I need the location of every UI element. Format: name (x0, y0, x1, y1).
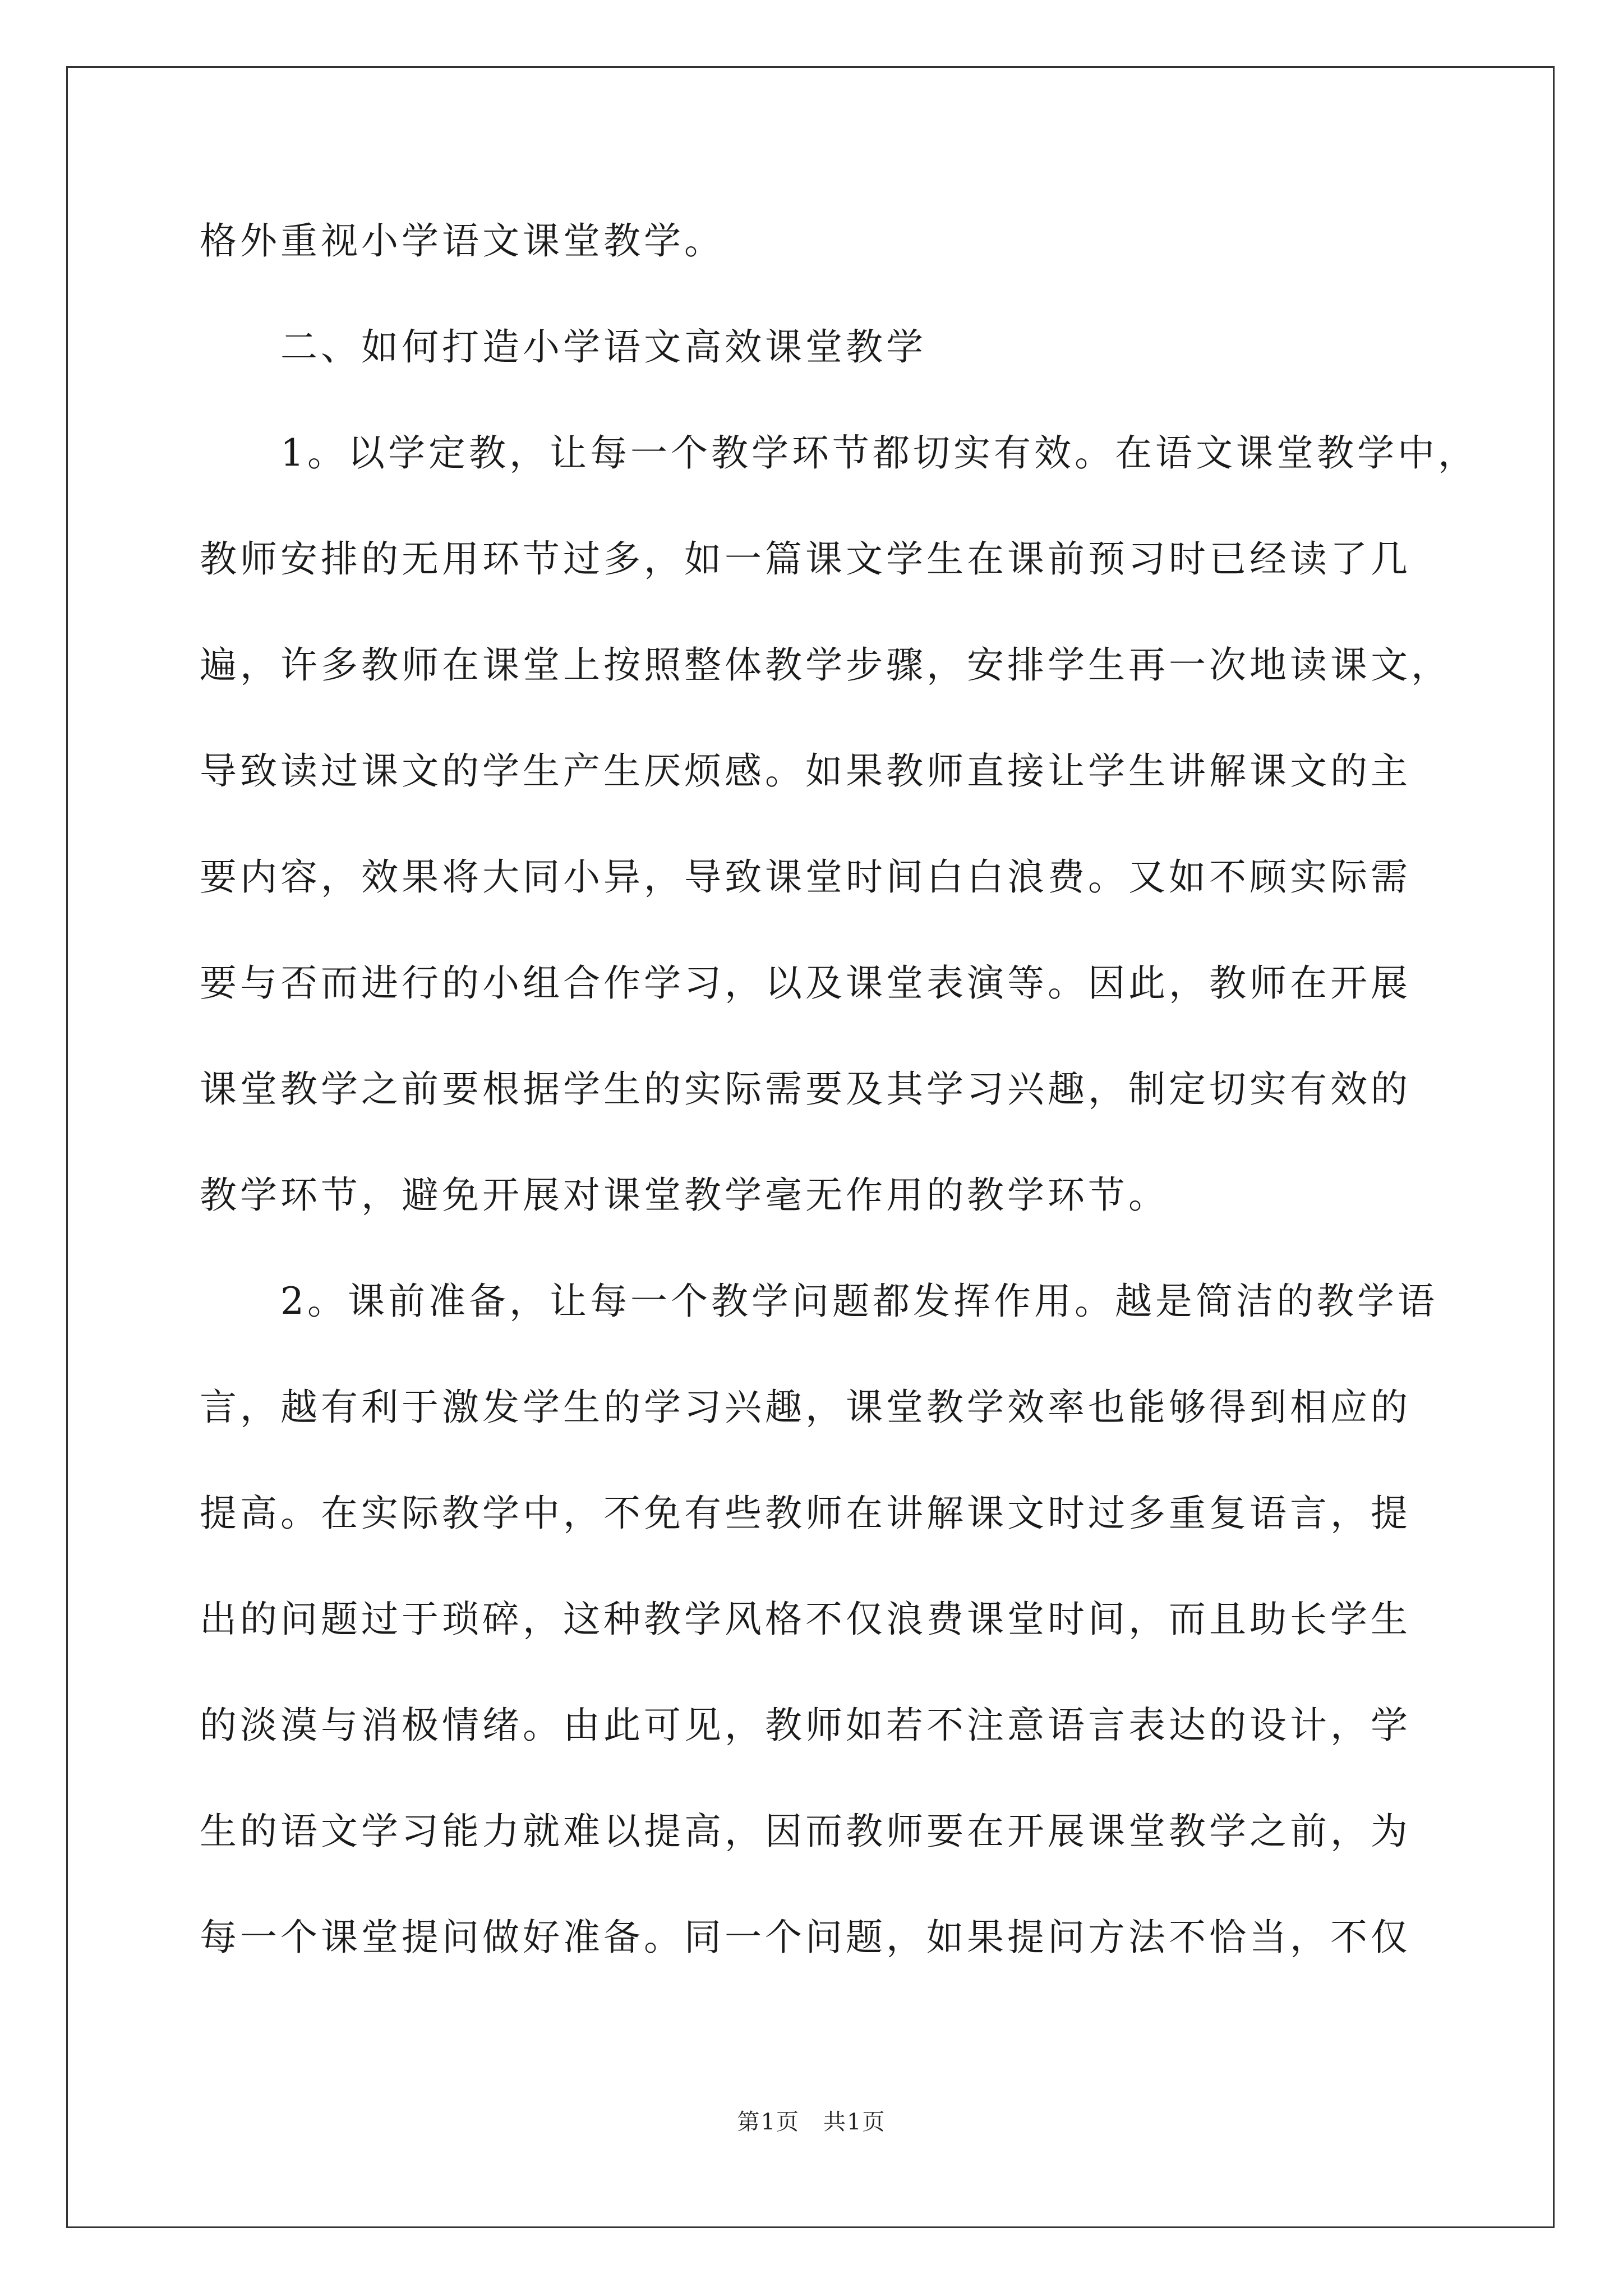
text-line: 每一个课堂提问做好准备。同一个问题，如果提问方法不恰当，不仅 (200, 1916, 1411, 1959)
text-line: 提高。在实际教学中，不免有些教师在讲解课文时过多重复语言，提 (200, 1492, 1411, 1535)
text-line: 格外重视小学语文课堂教学。 (200, 219, 725, 263)
text-line: 教学环节，避免开展对课堂教学毫无作用的教学环节。 (200, 1174, 1169, 1217)
text-line: 2。课前准备，让每一个教学问题都发挥作用。越是简洁的教学语 (200, 1280, 1438, 1323)
text-line: 生的语文学习能力就难以提高，因而教师要在开展课堂教学之前，为 (200, 1810, 1411, 1853)
section-heading: 二、如何打造小学语文高效课堂教学 (200, 325, 926, 369)
page-number-footer: 第1页 共1页 (737, 2109, 886, 2135)
text-line: 1。以学定教，让每一个教学环节都切实有效。在语文课堂教学中， (200, 431, 1478, 475)
text-line: 要内容，效果将大同小异，导致课堂时间白白浪费。又如不顾实际需 (200, 855, 1411, 899)
text-line: 教师安排的无用环节过多，如一篇课文学生在课前预习时已经读了几 (200, 537, 1411, 581)
text-line: 导致读过课文的学生产生厌烦感。如果教师直接让学生讲解课文的主 (200, 749, 1411, 793)
text-line: 课堂教学之前要根据学生的实际需要及其学习兴趣，制定切实有效的 (200, 1068, 1411, 1111)
text-line: 要与否而进行的小组合作学习，以及课堂表演等。因此，教师在开展 (200, 961, 1411, 1005)
text-line: 遍，许多教师在课堂上按照整体教学步骤，安排学生再一次地读课文， (200, 643, 1451, 687)
text-line: 出的问题过于琐碎，这种教学风格不仅浪费课堂时间，而且助长学生 (200, 1598, 1411, 1641)
document-body (200, 208, 1478, 2010)
text-line: 言，越有利于激发学生的学习兴趣，课堂教学效率也能够得到相应的 (200, 1386, 1411, 1429)
text-line: 的淡漠与消极情绪。由此可见，教师如若不注意语言表达的设计，学 (200, 1704, 1411, 1747)
